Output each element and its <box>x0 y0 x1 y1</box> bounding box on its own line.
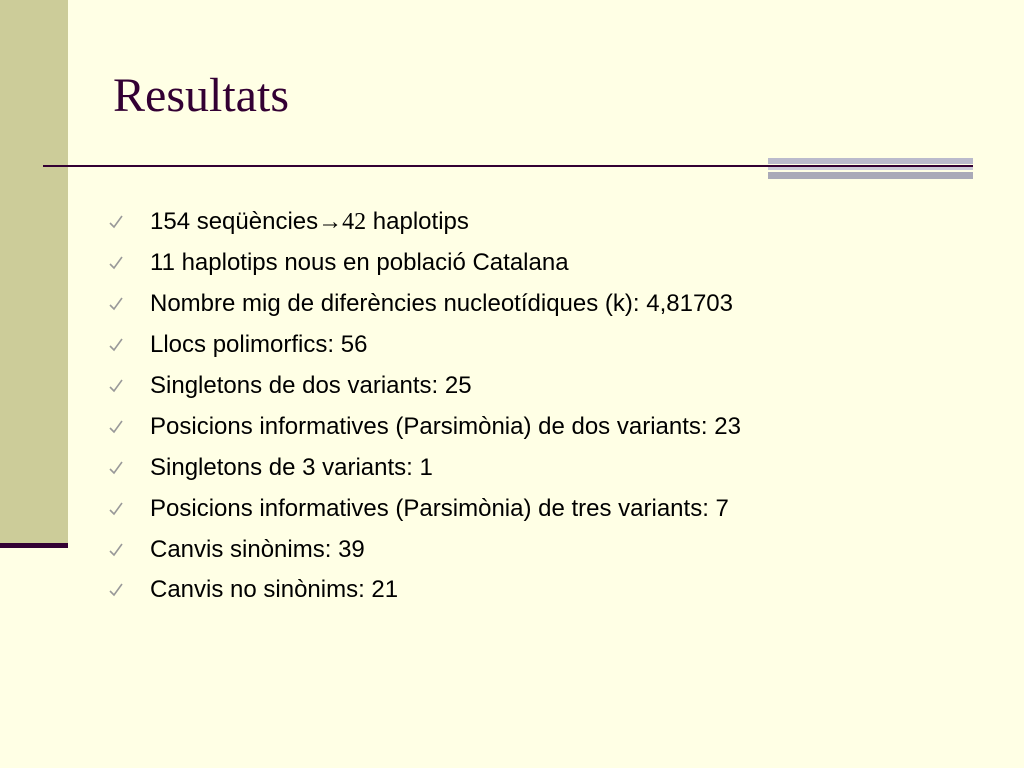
title-accent-bars <box>768 158 973 180</box>
left-decor-rule <box>0 543 68 548</box>
bullet-text: Singletons de 3 variants: 1 <box>150 453 433 481</box>
check-icon <box>108 501 124 517</box>
list-item <box>108 325 741 366</box>
check-icon <box>108 378 124 394</box>
check-icon <box>108 296 124 312</box>
check-icon <box>108 214 124 230</box>
check-icon <box>108 337 124 353</box>
bullet-text: Posicions informatives (Parsimònia) de tres variants: 7 <box>150 494 729 522</box>
bullet-text: Canvis no sinònims: 21 <box>150 576 399 604</box>
check-icon <box>108 542 124 558</box>
check-icon <box>108 460 124 476</box>
bullet-text: 11 haplotips nous en població Catalana <box>150 249 569 277</box>
slide-title: Resultats <box>113 69 289 122</box>
list-item <box>108 202 741 243</box>
list-item <box>108 488 741 529</box>
list-item <box>108 570 741 611</box>
left-decor-band <box>0 0 68 547</box>
list-item <box>108 447 741 488</box>
arrow-value: →42 <box>318 209 367 236</box>
bullet-text: Canvis sinònims: 39 <box>150 535 365 563</box>
bullet-text: 154 seqüències→42 haplotips <box>150 208 469 236</box>
bullet-text: Llocs polimorfics: 56 <box>150 331 368 359</box>
list-item <box>108 406 741 447</box>
bullet-text: Singletons de dos variants: 25 <box>150 372 472 399</box>
list-item <box>108 366 741 407</box>
bullet-text: Posicions informatives (Parsimònia) de dos variants: 23 <box>150 412 741 440</box>
check-icon <box>108 582 124 598</box>
list-item <box>108 284 741 325</box>
bullet-text: Nombre mig de diferències nucleotídiques (k): 4,81703 <box>150 290 733 318</box>
bullet-list <box>108 202 741 611</box>
list-item <box>108 243 741 284</box>
check-icon <box>108 419 124 435</box>
check-icon <box>108 255 124 271</box>
list-item <box>108 529 741 570</box>
